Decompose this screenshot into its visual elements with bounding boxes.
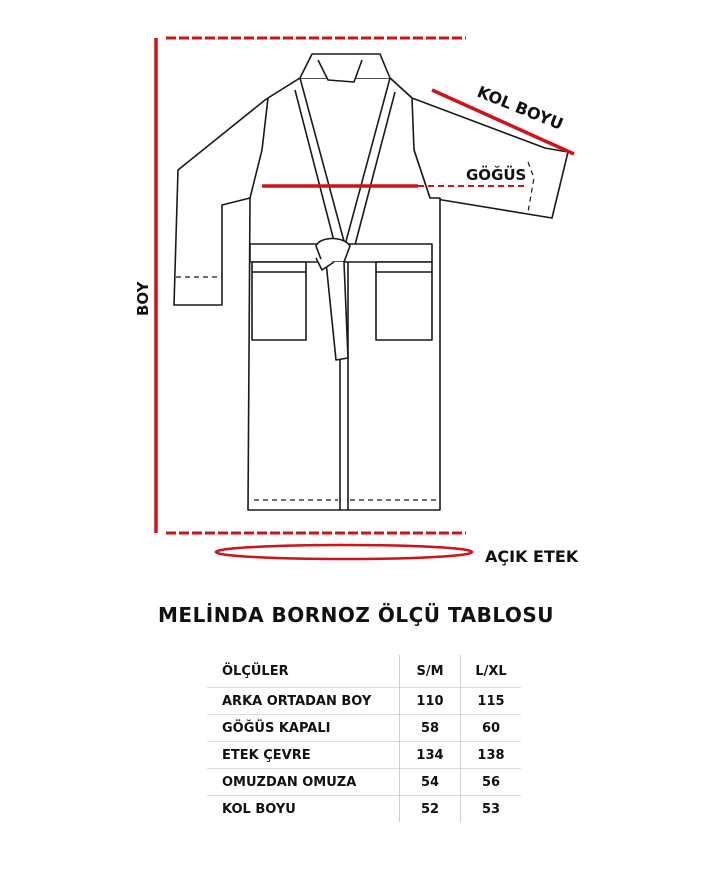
page-title: MELİNDA BORNOZ ÖLÇÜ TABLOSU — [158, 603, 554, 627]
table-row — [207, 715, 521, 742]
row-label: KOL BOYU — [222, 801, 296, 817]
table-row — [207, 769, 521, 796]
hem-circumference-ellipse — [216, 545, 472, 559]
value-lxl: 115 — [461, 688, 522, 715]
label-gogus: GÖĞÜS — [466, 166, 527, 184]
row-label: ETEK ÇEVRE — [222, 747, 311, 763]
value-lxl: 53 — [461, 796, 522, 823]
header-size-sm: S/M — [400, 655, 461, 688]
table-row — [207, 742, 521, 769]
header-measurements: ÖLÇÜLER — [222, 663, 289, 679]
header-size-lxl: L/XL — [461, 655, 522, 688]
table-row — [207, 796, 521, 823]
row-label: GÖĞÜS KAPALI — [222, 720, 331, 736]
size-chart-table — [207, 655, 521, 822]
value-lxl: 56 — [461, 769, 522, 796]
table-row — [207, 688, 521, 715]
label-acik-etek: AÇIK ETEK — [485, 547, 579, 566]
value-sm: 52 — [400, 796, 461, 823]
value-lxl: 60 — [461, 715, 522, 742]
value-sm: 54 — [400, 769, 461, 796]
value-lxl: 138 — [461, 742, 522, 769]
row-label: OMUZDAN OMUZA — [222, 774, 357, 790]
bathrobe-illustration — [174, 54, 568, 510]
row-label: ARKA ORTADAN BOY — [222, 693, 372, 709]
label-boy: BOY — [134, 281, 152, 316]
value-sm: 110 — [400, 688, 461, 715]
value-sm: 134 — [400, 742, 461, 769]
table-header-row — [207, 655, 521, 688]
value-sm: 58 — [400, 715, 461, 742]
label-kol-boyu: KOL BOYU — [474, 82, 566, 134]
